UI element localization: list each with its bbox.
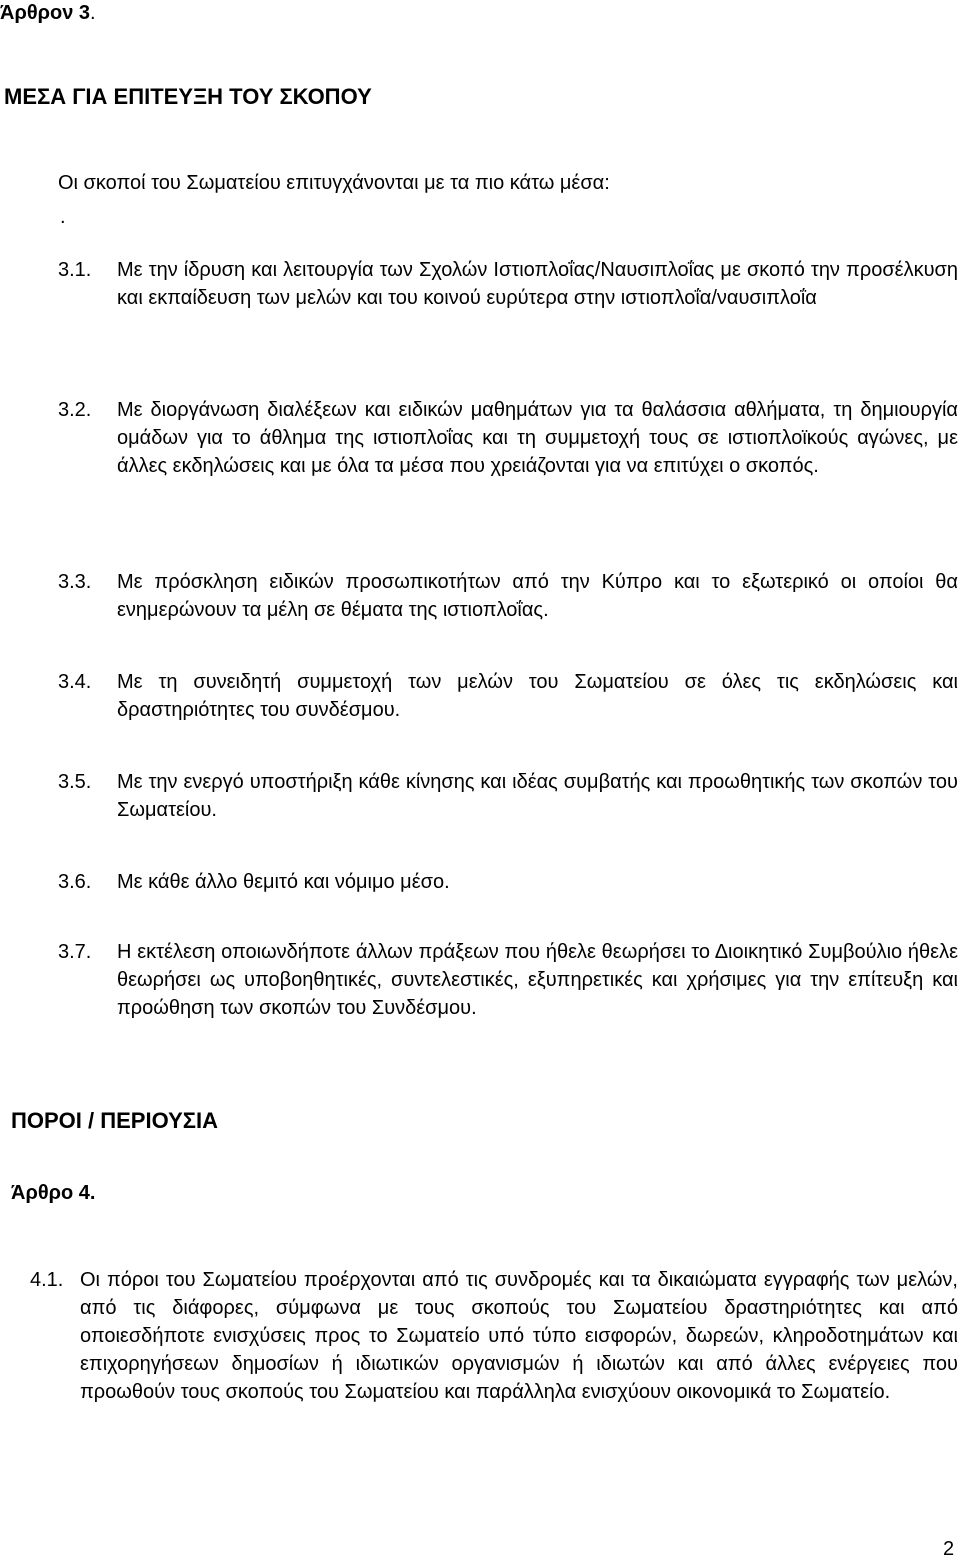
article-3-heading-word: Άρθρον [0, 2, 74, 24]
item-3-4-text: Με τη συνειδητή συμμετοχή των μελών του Σωματείου σε όλες τις εκδηλώσεις και δραστηριότητες του συνδέσμου. [117, 671, 958, 721]
item-3-7-text: Η εκτέλεση οποιωνδήποτε άλλων πράξεων που ήθελε θεωρήσει το Διοικητικό Συμβούλιο ήθελε θεωρήσει ως υποβοηθητικές, συντελεστικές, εξυπηρετικές και χρήσιμες για την επίτευξη και προώθηση των σκοπών του Συνδέσμου. [117, 941, 958, 1019]
item-3-3-text: Με πρόσκληση ειδικών προσωπικοτήτων από την Κύπρο και το εξωτερικό οι οποίοι θα ενημερώνουν τα μέλη σε θέματα της ιστιοπλοΐας. [117, 571, 958, 621]
item-3-1-number: 3.1. [58, 259, 92, 281]
article-4-heading: Άρθρο 4. [11, 1182, 96, 1204]
article-3-heading-dot: . [90, 2, 96, 24]
article-3-heading [0, 2, 96, 25]
intro-text: Οι σκοποί του Σωματείου επιτυγχάνονται με τα πιο κάτω μέσα: [58, 172, 610, 194]
item-3-2-text: Με διοργάνωση διαλέξεων και ειδικών μαθημάτων για τα θαλάσσια αθλήματα, τη δημιουργία ομάδων για το άθλημα της ιστιοπλοΐας και τη συμμετοχή τους σε ιστιοπλοϊκούς αγώνες, με άλλες εκδηλώσεις και με όλα τα μέσα που χρειάζονται για να επιτύχει ο σκοπός. [117, 399, 958, 477]
item-4-1-text: Οι πόροι του Σωματείου προέρχονται από τις συνδρομές και τα δικαιώματα εγγραφής των μελών, από τις διάφορες, σύμφωνα με τους σκοπούς του Σωματείου δραστηριότητες και από οποιεσδήποτε ενισχύσεις προς το Σωματείο υπό τύπο εισφορών, δωρεών, κληροδοτημάτων και επιχορηγήσεων δημοσίων ή ιδιωτικών οργανισμών ή ιδιωτών και από άλλες ενέργειες που προωθούν τους σκοπούς του Σωματείου και παράλληλα ενισχύουν οικονομικά το Σωματείο. [80, 1269, 958, 1403]
item-3-7-number: 3.7. [58, 941, 92, 963]
page-number: 2 [943, 1538, 955, 1560]
item-3-6-text: Με κάθε άλλο θεμιτό και νόμιμο μέσο. [117, 871, 450, 893]
section-title-resources: ΠΟΡΟΙ / ΠΕΡΙΟΥΣΙΑ [11, 1108, 218, 1133]
item-4-1-number: 4.1. [30, 1269, 64, 1291]
article-3-heading-number: 3 [78, 2, 91, 24]
item-3-1-text: Με την ίδρυση και λειτουργία των Σχολών Ιστιοπλοΐας/Ναυσιπλοΐας με σκοπό την προσέλκυση και εκπαίδευση των μελών και του κοινού ευρύτερα στην ιστιοπλοΐα/ναυσιπλοΐα [117, 259, 958, 309]
intro-dot: . [60, 206, 66, 228]
item-3-5-number: 3.5. [58, 771, 92, 793]
section-title-means: ΜΕΣΑ ΓΙΑ ΕΠΙΤΕΥΞΗ ΤΟΥ ΣΚΟΠΟΥ [4, 84, 372, 109]
item-3-3-number: 3.3. [58, 571, 92, 593]
item-3-6-number: 3.6. [58, 871, 92, 893]
item-3-4-number: 3.4. [58, 671, 92, 693]
item-3-5-text: Με την ενεργό υποστήριξη κάθε κίνησης και ιδέας συμβατής και προωθητικής των σκοπών του Σωματείου. [117, 771, 958, 821]
item-3-2-number: 3.2. [58, 399, 92, 421]
